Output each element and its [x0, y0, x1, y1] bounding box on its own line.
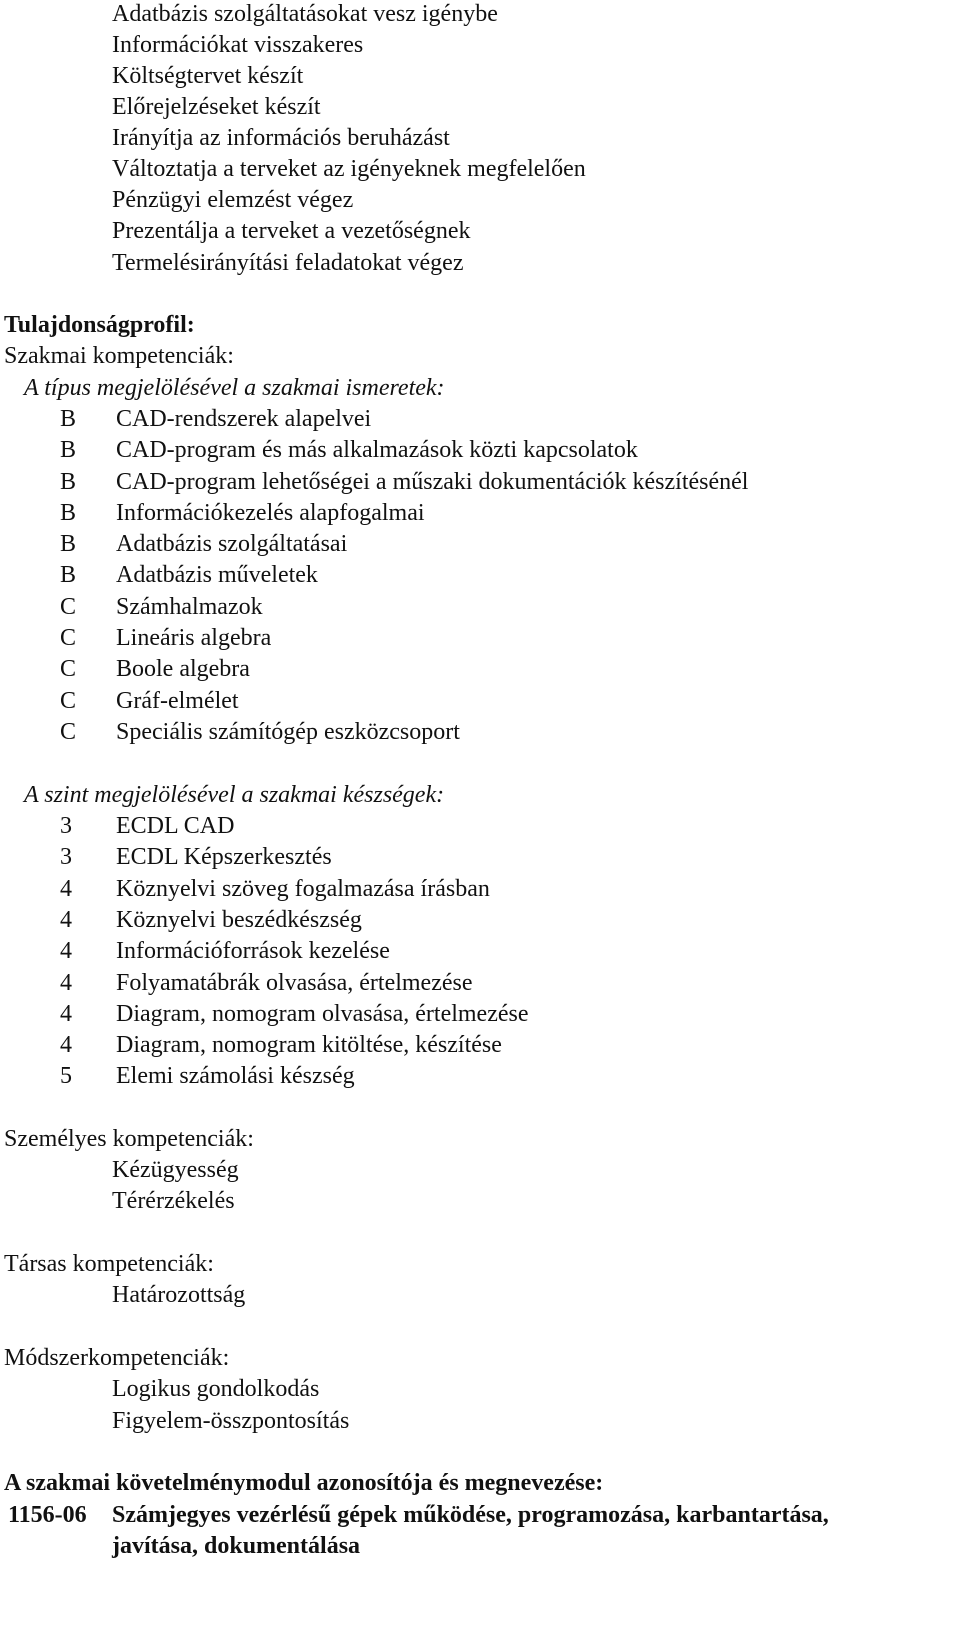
knowledge-level: C — [60, 656, 77, 682]
skill-level: 4 — [60, 1001, 72, 1027]
task-item: Pénzügyi elemzést végez — [112, 187, 354, 213]
skill-level: 5 — [60, 1063, 72, 1089]
social-item: Határozottság — [112, 1282, 246, 1308]
knowledge-text: Boole algebra — [116, 656, 250, 682]
knowledge-text: Információkezelés alapfogalmai — [116, 500, 425, 526]
knowledge-level: B — [60, 406, 77, 432]
knowledge-row — [0, 593, 960, 621]
skill-level: 4 — [60, 1032, 72, 1058]
personal-item: Kézügyesség — [112, 1157, 239, 1183]
skill-text: Diagram, nomogram olvasása, értelmezése — [116, 1001, 529, 1027]
method-item: Logikus gondolkodás — [112, 1376, 320, 1402]
knowledge-level: C — [60, 625, 77, 651]
skill-row — [0, 906, 960, 934]
knowledge-text: Számhalmazok — [116, 594, 263, 620]
knowledge-text: CAD-program és más alkalmazások közti kapcsolatok — [116, 437, 638, 463]
knowledge-level: B — [60, 531, 77, 557]
knowledge-row — [0, 718, 960, 746]
knowledge-row — [0, 655, 960, 683]
knowledge-level: C — [60, 594, 77, 620]
personal-competencies-label: Személyes kompetenciák: — [4, 1126, 254, 1152]
module-name-continued: javítása, dokumentálása — [112, 1533, 361, 1559]
skill-row — [0, 875, 960, 903]
knowledge-level: B — [60, 437, 77, 463]
skill-level: 4 — [60, 907, 72, 933]
knowledge-level: B — [60, 500, 77, 526]
skill-row — [0, 1062, 960, 1090]
skill-level: 3 — [60, 844, 72, 870]
skill-text: Köznyelvi beszédkészség — [116, 907, 362, 933]
social-competencies-label: Társas kompetenciák: — [4, 1251, 214, 1277]
knowledge-row — [0, 530, 960, 558]
knowledge-row — [0, 687, 960, 715]
task-item: Termelésirányítási feladatokat végez — [112, 250, 464, 276]
skills-label: A szint megjelölésével a szakmai készségek: — [24, 782, 445, 808]
knowledge-text: Lineáris algebra — [116, 625, 272, 651]
knowledge-row — [0, 405, 960, 433]
knowledge-text: Speciális számítógép eszközcsoport — [116, 719, 460, 745]
task-item: Változtatja a terveket az igényeknek megfelelően — [112, 156, 586, 182]
professional-competencies-label: Szakmai kompetenciák: — [4, 343, 234, 369]
knowledge-level: C — [60, 719, 77, 745]
module-name: Számjegyes vezérlésű gépek működése, programozása, karbantartása, — [112, 1502, 829, 1528]
knowledge-level: B — [60, 562, 77, 588]
skill-row — [0, 969, 960, 997]
knowledge-text: Gráf-elmélet — [116, 688, 239, 714]
task-item: Előrejelzéseket készít — [112, 94, 321, 120]
method-item: Figyelem-összpontosítás — [112, 1408, 350, 1434]
knowledge-text: CAD-rendszerek alapelvei — [116, 406, 372, 432]
skill-text: Diagram, nomogram kitöltése, készítése — [116, 1032, 502, 1058]
skill-row — [0, 812, 960, 840]
skill-level: 4 — [60, 970, 72, 996]
knowledge-level: C — [60, 688, 77, 714]
skill-text: Információforrások kezelése — [116, 938, 390, 964]
skill-text: ECDL Képszerkesztés — [116, 844, 332, 870]
skill-text: Elemi számolási készség — [116, 1063, 355, 1089]
skill-level: 3 — [60, 813, 72, 839]
skill-text: Köznyelvi szöveg fogalmazása írásban — [116, 876, 490, 902]
personal-item: Térérzékelés — [112, 1188, 235, 1214]
task-item: Prezentálja a terveket a vezetőségnek — [112, 218, 471, 244]
task-item: Információkat visszakeres — [112, 32, 364, 58]
knowledge-row — [0, 468, 960, 496]
task-item: Irányítja az információs beruházást — [112, 125, 450, 151]
knowledge-row — [0, 561, 960, 589]
knowledge-text: CAD-program lehetőségei a műszaki dokumentációk készítésénél — [116, 469, 749, 495]
knowledge-label: A típus megjelölésével a szakmai ismeretek: — [24, 375, 445, 401]
skill-level: 4 — [60, 876, 72, 902]
task-item: Adatbázis szolgáltatásokat vesz igénybe — [112, 1, 498, 27]
module-code: 1156-06 — [8, 1502, 87, 1528]
knowledge-row — [0, 624, 960, 652]
method-competencies-label: Módszerkompetenciák: — [4, 1345, 230, 1371]
skill-text: ECDL CAD — [116, 813, 235, 839]
module-heading: A szakmai követelménymodul azonosítója és megnevezése: — [4, 1470, 604, 1496]
knowledge-text: Adatbázis szolgáltatásai — [116, 531, 348, 557]
skill-row — [0, 1000, 960, 1028]
profile-heading: Tulajdonságprofil: — [4, 312, 195, 338]
knowledge-text: Adatbázis műveletek — [116, 562, 318, 588]
knowledge-row — [0, 499, 960, 527]
skill-row — [0, 1031, 960, 1059]
skill-row — [0, 937, 960, 965]
skill-row — [0, 843, 960, 871]
knowledge-row — [0, 436, 960, 464]
skill-text: Folyamatábrák olvasása, értelmezése — [116, 970, 473, 996]
skill-level: 4 — [60, 938, 72, 964]
knowledge-level: B — [60, 469, 77, 495]
task-item: Költségtervet készít — [112, 63, 304, 89]
